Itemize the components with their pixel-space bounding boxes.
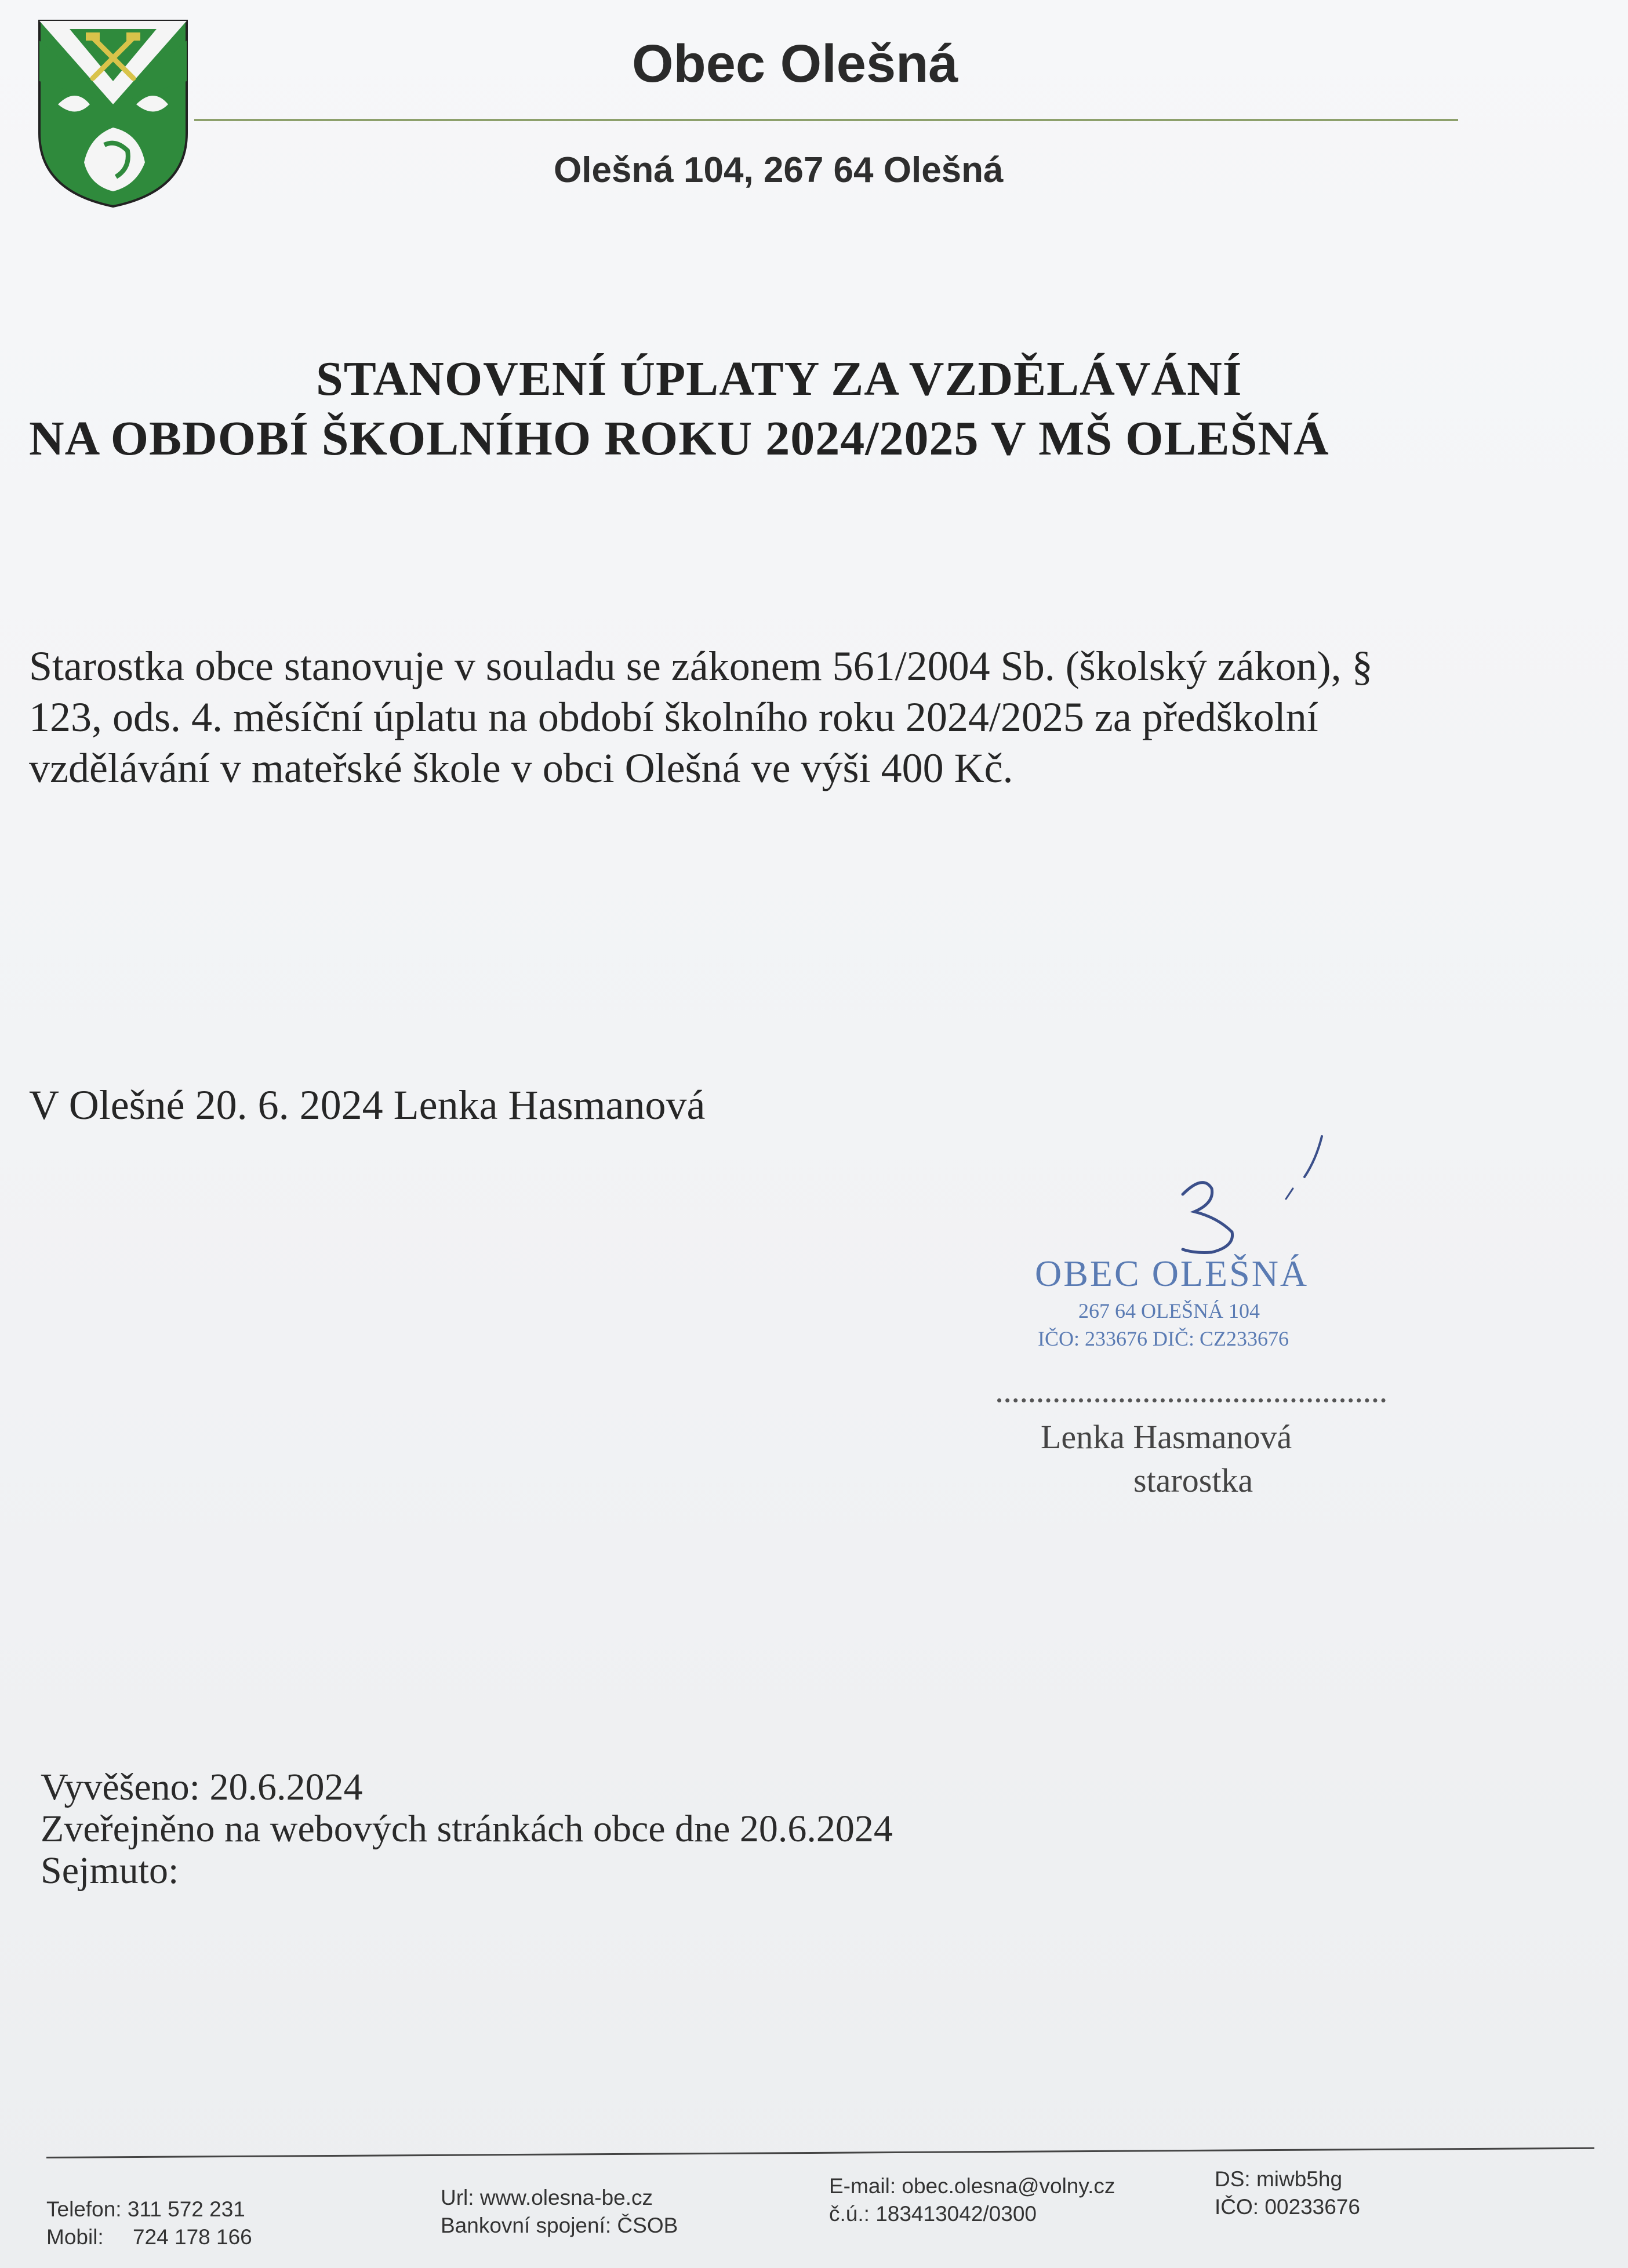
footer-account (829, 2202, 1037, 2226)
published-date: Zveřejněno na webových stránkách obce dne 20.6.2024 (41, 1808, 893, 1850)
footer-mobile (46, 2225, 252, 2249)
stamp-name: OBEC OLEŠNÁ (1035, 1253, 1309, 1294)
body-text-line-2: 123, ods. 4. měsíční úplatu na období školního roku 2024/2025 za předškolní (29, 694, 1318, 740)
footer-mobile-label: Mobil: (46, 2225, 104, 2249)
body-text-line-3: vzdělávání v mateřské škole v obci Olešná ve výši 400 Kč. (29, 745, 1013, 791)
document-title-line-1: STANOVENÍ ÚPLATY ZA VZDĚLÁVÁNÍ (316, 352, 1242, 406)
footer-email-label: E-mail: (829, 2174, 896, 2198)
coat-of-arms-icon (35, 17, 191, 209)
footer-account-label: č.ú.: (829, 2202, 870, 2226)
footer-divider (46, 2147, 1594, 2158)
removed-date: Sejmuto: (41, 1849, 179, 1892)
place-and-date: V Olešné 20. 6. 2024 Lenka Hasmanová (29, 1082, 706, 1128)
footer-ds-value: miwb5hg (1256, 2167, 1343, 2191)
footer-email-value[interactable]: obec.olesna@volny.cz (902, 2174, 1115, 2198)
footer-url-value[interactable]: www.olesna-be.cz (479, 2186, 653, 2209)
body-text-line-1: Starostka obce stanovuje v souladu se zákonem 561/2004 Sb. (školský zákon), § (29, 643, 1373, 689)
footer-ds (1215, 2167, 1342, 2191)
footer-phone-label: Telefon: (46, 2197, 122, 2221)
footer-bank-value: ČSOB (617, 2214, 678, 2237)
footer-mobile-value: 724 178 166 (132, 2225, 252, 2249)
footer-bank-label: Bankovní spojení: (441, 2214, 612, 2237)
organization-address: Olešná 104, 267 64 Olešná (554, 150, 1004, 190)
header-divider (194, 119, 1458, 121)
footer-phone (46, 2197, 245, 2222)
footer-bank (441, 2214, 678, 2238)
signer-name: Lenka Hasmanová (1041, 1418, 1292, 1456)
stamp-ids: IČO: 233676 DIČ: CZ233676 (1038, 1327, 1289, 1350)
footer-ico (1215, 2195, 1360, 2219)
signature-line (997, 1398, 1386, 1402)
posted-date: Vyvěšeno: 20.6.2024 (41, 1766, 363, 1808)
footer-ico-label: IČO: (1215, 2195, 1259, 2219)
signer-role: starostka (1133, 1462, 1253, 1499)
document-title-line-2: NA OBDOBÍ ŠKOLNÍHO ROKU 2024/2025 V MŠ OLEŠNÁ (29, 412, 1329, 466)
footer-email (829, 2174, 1115, 2198)
footer-ico-value: 00233676 (1264, 2195, 1360, 2219)
organization-name: Obec Olešná (632, 34, 958, 93)
footer-url-label: Url: (441, 2186, 474, 2209)
footer-url (441, 2186, 653, 2210)
footer-ds-label: DS: (1215, 2167, 1251, 2191)
footer-phone-value: 311 572 231 (127, 2197, 245, 2221)
footer-account-value: 183413042/0300 (875, 2202, 1037, 2226)
stamp-address: 267 64 OLEŠNÁ 104 (1078, 1299, 1260, 1322)
